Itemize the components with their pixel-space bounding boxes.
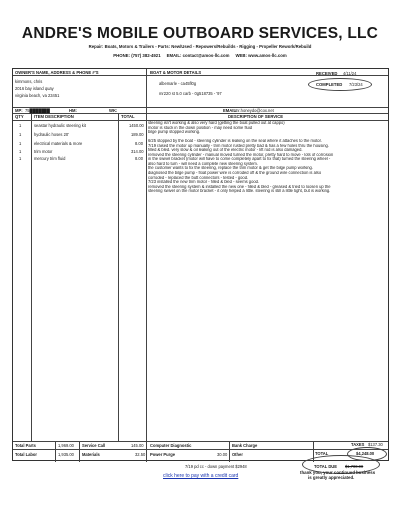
service-line: diagnosed the bilge pump - float power wire is corroded off & the ground wire connection is also — [148, 171, 322, 176]
owner-name: kimmons, chris — [15, 79, 43, 84]
taxes-value: $137.30 — [368, 442, 383, 447]
mobile-phone-value: 75███████ — [25, 108, 50, 113]
item-desc: electrical materials & more — [34, 141, 83, 146]
column-divider — [79, 441, 80, 462]
company-tagline: Repair: Boats, Motors & Trailers - Parts: New/Used - Repowers/Rebuilds - Rigging - Propeller Rework/Rebuild — [88, 44, 312, 49]
item-qty: 1 — [19, 141, 22, 146]
materials-label: Materials — [82, 452, 100, 457]
service-line: removed the steering system & installed the new one - filled & bled - greased & tried to loosen up the — [148, 184, 331, 189]
service-line: bilge pump stopped working. — [148, 130, 201, 135]
total-labor-label: Total Labor — [15, 452, 37, 457]
column-divider — [31, 113, 32, 441]
service-line: 7/19 raised the motor up manually - trim motor rusted pretty bad & has a few holes thru the housing. — [148, 143, 329, 148]
service-description — [148, 121, 373, 194]
completed-circle — [308, 78, 372, 91]
item-desc: mercury trim fluid — [34, 156, 66, 161]
column-divider — [118, 113, 119, 441]
item-qty: 1 — [19, 132, 22, 137]
service-line: 7/23 installed the new trim motor - filled & bled - seems good. — [148, 180, 260, 185]
service-header: DESCRIPTION OF SERVICE — [228, 114, 284, 119]
total-labor-value: 1,935.00 — [58, 452, 74, 457]
total-label: TOTAL — [315, 451, 329, 456]
column-divider — [229, 441, 230, 462]
received-label: RECEIVED — [316, 71, 338, 76]
service-line: filled & bled. very slow & oil leaking out of the electric motor - lift rod is also damaged. — [148, 148, 303, 153]
service-call-value: 145.00 — [131, 443, 144, 448]
received-date: 4/11/24 — [343, 71, 357, 76]
service-call-label: Service Call — [82, 443, 106, 448]
pay-credit-card-link[interactable]: click here to pay with a credit card — [163, 473, 239, 479]
computer-diagnostic-label: Computer Diagnostic — [150, 443, 192, 448]
item-total: 8.00 — [135, 141, 143, 146]
service-line: 6/25 stopped by the boat - steering cylinder is leaking on the seal where it attaches to the motor. — [148, 139, 322, 144]
item-total: 8.00 — [135, 156, 143, 161]
total-value: $4,248.00 — [356, 451, 375, 456]
item-qty: 1 — [19, 123, 22, 128]
owner-heading: OWNER'S NAME, ADDRESS & PHONE #'S — [15, 70, 99, 75]
total-due-value: $1,700.00 — [345, 464, 364, 469]
thank-you-note — [300, 470, 375, 481]
boat-hull: albemarle - ca45fl0g — [159, 81, 197, 86]
service-line: motor is stuck in the down position - may need some fluid — [148, 125, 252, 130]
service-line: in the swivel bracket (motor will have to come completely apart to fix that) turned the steering wheel - — [148, 157, 331, 162]
home-phone-label: HM: — [69, 108, 77, 113]
other-label: Other — [232, 452, 243, 457]
completed-date: 7/23/24 — [349, 82, 363, 87]
item-desc: seastar hydraulic steering kit — [34, 123, 86, 128]
mobile-phone-label: MP: — [15, 108, 23, 113]
email-text: EMAIL: contact@amos-llc.com — [166, 53, 230, 58]
customer-email-label: EMAIL: — [223, 108, 238, 113]
item-qty: 1 — [19, 156, 22, 161]
boat-heading: BOAT & MOTOR DETAILS — [150, 70, 202, 75]
other-value: 30.00 — [217, 452, 228, 457]
qty-header: QTY — [15, 114, 24, 119]
service-line: the customer wants to fix the steering, replace the trim motor & get the bilge pump working. — [148, 166, 313, 171]
materials-value: 32.50 — [135, 452, 146, 457]
total-parts-value: 1,969.00 — [58, 443, 74, 448]
item-total: 1450.00 — [129, 123, 144, 128]
rule — [13, 449, 388, 450]
thank-you-line: thank you, your continued business — [300, 470, 376, 475]
item-total: 314.00 — [131, 149, 144, 154]
item-total: 189.00 — [131, 132, 144, 137]
customer-email: mr.honeydo@cox.net — [235, 108, 274, 113]
column-divider — [55, 441, 56, 462]
invoice-frame — [12, 68, 389, 461]
service-line: removed the steering cylinder - manual moved turned the motor, pretty hard to move - lots of corrosion — [148, 152, 334, 157]
service-line: steering swivel on the motor bracket - it only helped a little. steering is still a little tight, but is working. — [148, 189, 331, 194]
contact-line — [0, 53, 400, 58]
item-desc: trim motor — [34, 149, 53, 154]
rule — [13, 441, 388, 442]
total-header: TOTAL — [121, 114, 135, 119]
total-due-label: TOTAL DUE — [314, 464, 337, 469]
item-desc: hydraulic hoses 20' — [34, 132, 69, 137]
power-purge-label: Power Purge — [150, 452, 176, 457]
payment-note: 7/19 pd cc - down payment $2948 — [185, 464, 247, 469]
owner-street: 2016 bay island quay — [15, 86, 54, 91]
item-desc-header: ITEM DESCRIPTION — [34, 114, 74, 119]
taxes-label: TAXES — [351, 442, 365, 447]
total-parts-label: Total Parts — [15, 443, 36, 448]
item-qty: 1 — [19, 149, 22, 154]
boat-motor: mr220 st 5.0 carb - 0g518735 - '97 — [159, 91, 222, 96]
service-line: steering isn't working & also very hard (getting the boat pulled out at cappo) — [148, 121, 285, 125]
completed-label: COMPLETED — [316, 82, 343, 87]
service-line: corroded - replaced the butt connectors - tested - good. — [148, 175, 249, 180]
thank-you-line: is greatly appreciated. — [308, 475, 355, 481]
web-text: WEB: www.amos-llc.com — [235, 53, 287, 58]
column-divider — [146, 69, 147, 462]
service-line: also hard to turn - will need a complete new steering system. — [148, 161, 258, 166]
phone-text: PHONE: (757) 382-4921 — [113, 53, 161, 58]
work-phone-label: WK: — [109, 108, 118, 113]
bank-charge-label: Bank Charge — [232, 443, 258, 448]
owner-city: virginia beach, va 23451 — [15, 93, 60, 98]
company-name: ANDRE'S MOBILE OUTBOARD SERVICES, LLC — [21, 25, 379, 42]
